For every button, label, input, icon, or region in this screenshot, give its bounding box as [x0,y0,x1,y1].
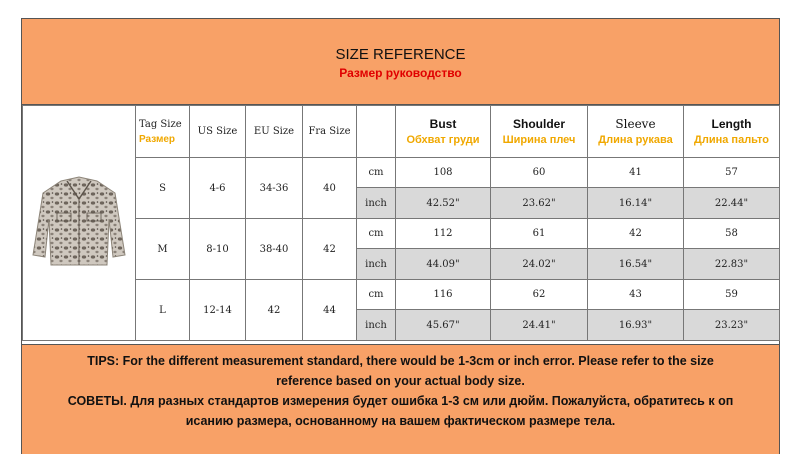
us-size-cell: 4-6 [190,158,246,219]
eu-size-cell: 42 [246,280,303,341]
tag-size-cell: S [136,158,190,219]
length-inch-cell: 22.44" [684,188,780,219]
table-row [23,219,780,249]
shoulder-inch-cell: 24.02" [491,249,588,280]
shoulder-inch-cell: 23.62" [491,188,588,219]
tips-ru-line-1: СОВЕТЫ. Для разных стандартов измерения будет ошибка 1-3 см или дюйм. Пожалуйста, обратитесь к оп [67,394,734,408]
eu-size-header: EU Size [246,106,303,158]
bust-inch-cell: 44.09" [396,249,491,280]
bust-header [396,106,491,158]
tag-size-cell: L [136,280,190,341]
length-cm-cell: 57 [684,158,780,188]
sleeve-inch-cell: 16.14" [588,188,684,219]
size-table [22,105,780,341]
sleeve-cm-cell: 41 [588,158,684,188]
us-size-cell: 12-14 [190,280,246,341]
length-header [684,106,780,158]
sleeve-cm-cell: 43 [588,280,684,310]
sleeve-header [588,106,684,158]
bust-label-ru: Обхват груди [406,134,480,146]
tag-size-cell: M [136,219,190,280]
shoulder-cm-cell: 61 [491,219,588,249]
shoulder-cm-cell: 60 [491,158,588,188]
product-photo [23,106,136,341]
size-chart [21,18,780,454]
tips-en-line-1: TIPS: For the different measurement standard, there would be 1-3cm or inch error. Please refer to the size [87,354,714,368]
bust-inch-cell: 42.52" [396,188,491,219]
sleeve-label-ru: Длина рукава [598,134,673,146]
tips-panel [22,344,779,454]
length-cm-cell: 58 [684,219,780,249]
tag-size-label-ru: Размер [139,133,176,145]
length-inch-cell: 22.83" [684,249,780,280]
unit-cm: cm [357,158,396,188]
shoulder-inch-cell: 24.41" [491,310,588,341]
tag-size-label: Tag Size [139,118,182,130]
fra-size-cell: 44 [303,280,357,341]
length-label: Length [711,117,752,131]
sleeve-cm-cell: 42 [588,219,684,249]
sleeve-inch-cell: 16.93" [588,310,684,341]
shoulder-header [491,106,588,158]
table-row [23,280,780,310]
eu-size-cell: 34-36 [246,158,303,219]
us-size-header: US Size [190,106,246,158]
sleeve-label: Sleeve [615,117,656,131]
leopard-jacket-icon [27,173,131,273]
fra-size-header: Fra Size [303,106,357,158]
unit-header-blank [357,106,396,158]
bust-cm-cell: 112 [396,219,491,249]
bust-cm-cell: 108 [396,158,491,188]
shoulder-cm-cell: 62 [491,280,588,310]
shoulder-label-ru: Ширина плеч [502,134,576,146]
shoulder-label: Shoulder [512,117,565,131]
tag-size-header [136,106,190,158]
tips-ru-line-2: исанию размера, основанному на вашем фактическом размере тела. [185,414,616,428]
unit-inch: inch [357,188,396,219]
bust-inch-cell: 45.67" [396,310,491,341]
chart-title: SIZE REFERENCE [335,46,466,63]
length-label-ru: Длина пальто [694,134,769,146]
fra-size-cell: 40 [303,158,357,219]
tips-en-line-2: reference based on your actual body size. [276,374,525,388]
table-header-row [23,106,780,158]
length-cm-cell: 59 [684,280,780,310]
bust-label: Bust [429,117,457,131]
chart-header [22,19,779,105]
fra-size-cell: 42 [303,219,357,280]
unit-cm: cm [357,280,396,310]
chart-subtitle-ru: Размер руководство [339,66,462,80]
sleeve-inch-cell: 16.54" [588,249,684,280]
bust-cm-cell: 116 [396,280,491,310]
table-row [23,158,780,188]
eu-size-cell: 38-40 [246,219,303,280]
unit-cm: cm [357,219,396,249]
length-inch-cell: 23.23" [684,310,780,341]
us-size-cell: 8-10 [190,219,246,280]
unit-inch: inch [357,249,396,280]
unit-inch: inch [357,310,396,341]
